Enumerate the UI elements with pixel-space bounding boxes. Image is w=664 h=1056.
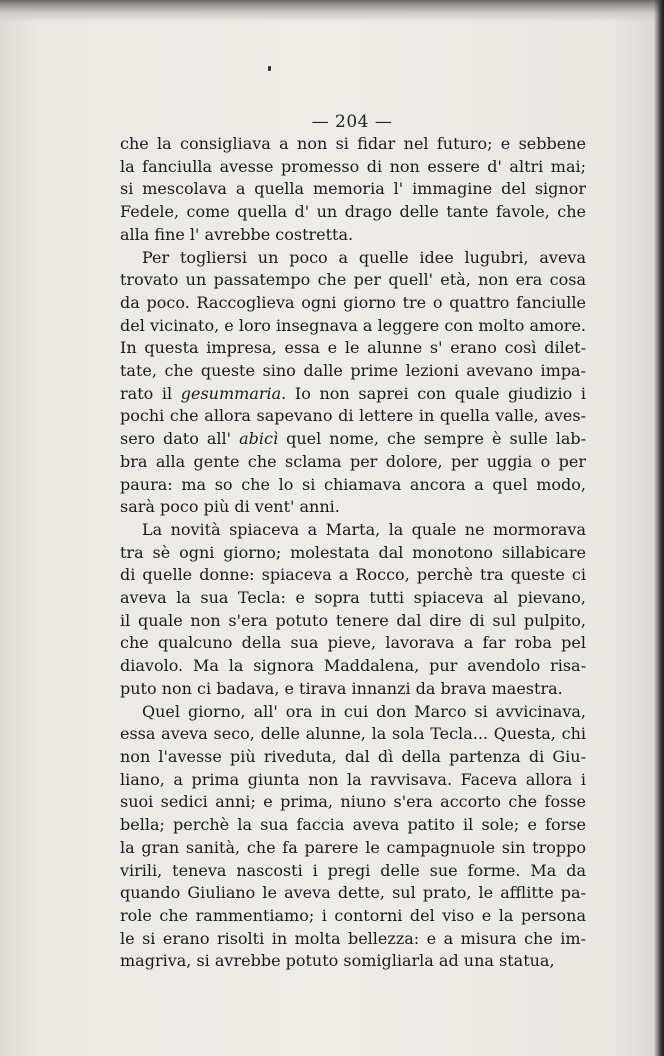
text-line: aveva la sua Tecla: e sopra tutti spiaceva al pievano,	[120, 588, 586, 608]
text-line: essa aveva seco, delle alunne, la sola Tecla... Questa, chi	[120, 724, 586, 744]
ink-speck	[268, 66, 271, 71]
book-spine-edge	[654, 0, 664, 1056]
text-line: si mescolava a quella memoria l' immagine del signor	[120, 179, 586, 199]
text-line: role che rammentiamo; i contorni del viso e la persona	[120, 905, 586, 925]
text-line: di quelle donne: spiaceva a Rocco, perchè tra queste ci	[120, 565, 586, 585]
text-line: quando Giuliano le aveva dette, sul prato, le afflitte pa-	[120, 883, 586, 903]
text-line: bella; perchè la sua faccia aveva patito il sole; e forse	[120, 815, 586, 835]
text-line: trovato un passatempo che per quell' età, non era cosa	[120, 270, 586, 290]
text-line: rato il gesummaria. Io non saprei con quale giudizio i	[120, 383, 586, 403]
text-line: tate, che queste sino dalle prime lezioni avevano impa-	[120, 361, 586, 381]
text-line: del vicinato, e loro insegnava a leggere con molto amore.	[120, 315, 586, 335]
body-text	[120, 133, 586, 973]
paragraph	[120, 247, 586, 519]
text-line: alla fine l' avrebbe costretta.	[120, 224, 354, 244]
text-line: che la consigliava a non si fidar nel futuro; e sebbene	[120, 134, 586, 153]
text-line: non l'avesse più riveduta, dal dì della partenza di Giu-	[120, 746, 586, 766]
text-line: tra sè ogni giorno; molestata dal monotono sillabicare	[120, 542, 586, 562]
text-line: il quale non s'era potuto tenere dal dire di sul pulpito,	[120, 610, 586, 630]
text-line: virili, teneva nascosti i pregi delle sue forme. Ma da	[120, 860, 586, 880]
scan-top-shadow	[0, 0, 664, 22]
page-number: — 204 —	[311, 112, 393, 132]
text-line: liano, a prima giunta non la ravvisava. Faceva allora i	[120, 769, 586, 789]
text-line: Quel giorno, all' ora in cui don Marco si avvicinava,	[142, 701, 586, 721]
paragraph	[120, 519, 586, 701]
text-line: suoi sedici anni; e prima, niuno s'era accorto che fosse	[120, 792, 586, 812]
text-line: sarà poco più di vent' anni.	[120, 497, 340, 517]
text-line: puto non ci badava, e tirava innanzi da brava maestra.	[120, 678, 563, 698]
text-line: la gran sanità, che fa parere le campagnuole sin troppo	[120, 837, 586, 857]
paragraph	[120, 701, 586, 973]
text-line: La novità spiaceva a Marta, la quale ne mormorava	[142, 519, 586, 539]
text-line: le si erano risolti in molta bellezza: e a misura che im-	[120, 928, 586, 948]
text-line: Per togliersi un poco a quelle idee lugubri, aveva	[142, 247, 586, 267]
text-line: bra alla gente che sclama per dolore, per uggia o per	[120, 451, 586, 471]
text-line: In questa impresa, essa e le alunne s' erano così dilet-	[120, 338, 586, 358]
text-line: Fedele, come quella d' un drago delle tante favole, che	[120, 202, 586, 222]
paragraph	[120, 133, 586, 247]
text-line: magriva, si avrebbe potuto somigliarla ad una statua,	[120, 951, 555, 971]
text-line: che qualcuno della sua pieve, lavorava a far roba pel	[120, 633, 586, 653]
text-line: pochi che allora sapevano di lettere in quella valle, aves-	[120, 406, 586, 426]
text-line: sero dato all' abicì quel nome, che sempre è sulle lab-	[120, 429, 586, 449]
text-line: diavolo. Ma la signora Maddalena, pur avendolo risa-	[120, 656, 586, 676]
text-line: la fanciulla avesse promesso di non essere d' altri mai;	[120, 156, 586, 176]
text-line: da poco. Raccoglieva ogni giorno tre o quattro fanciulle	[120, 292, 586, 312]
text-line: paura: ma so che lo si chiamava ancora a quel modo,	[120, 474, 586, 494]
